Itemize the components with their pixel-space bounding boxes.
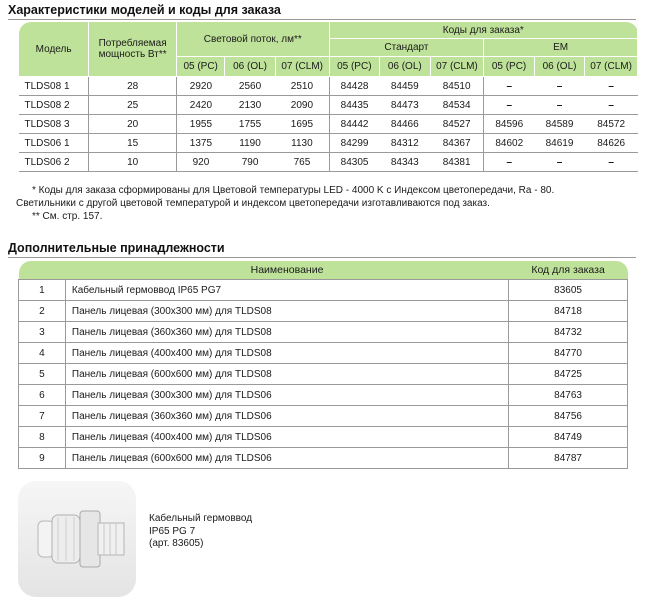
cell-std: 84381 bbox=[430, 153, 484, 172]
cell-std: 84527 bbox=[430, 115, 484, 134]
cell-std: 84459 bbox=[380, 77, 430, 96]
cell-name: Панель лицевая (400x400 мм) для TLDS08 bbox=[65, 343, 508, 364]
cell-power: 15 bbox=[89, 134, 177, 153]
cell-flux: 790 bbox=[225, 153, 275, 172]
cell-std: 84473 bbox=[380, 96, 430, 115]
cell-code: 84770 bbox=[509, 343, 628, 364]
cell-em: – bbox=[585, 77, 638, 96]
cell-std: 84299 bbox=[329, 134, 379, 153]
footnote-1: * Коды для заказа сформированы для Цветовой температуры LED - 4000 K с Индексом цветопередачи, Ra - 80. bbox=[32, 185, 555, 196]
cell-flux: 2920 bbox=[177, 77, 225, 96]
sub-header: 05 (PC) bbox=[484, 57, 534, 77]
cell-name: Кабельный гермоввод IP65 PG7 bbox=[65, 280, 508, 301]
sub-header: 07 (CLM) bbox=[430, 57, 484, 77]
cell-std: 84367 bbox=[430, 134, 484, 153]
cell-flux: 1695 bbox=[275, 115, 329, 134]
accessories-table bbox=[18, 261, 628, 469]
section1-rule bbox=[8, 19, 636, 20]
cell-em: 84619 bbox=[534, 134, 584, 153]
cell-em: 84596 bbox=[484, 115, 534, 134]
caption-line: Кабельный гермоввод bbox=[149, 513, 253, 524]
col-standard-header: Стандарт bbox=[329, 39, 484, 57]
cell-std: 84343 bbox=[380, 153, 430, 172]
sub-header: 07 (CLM) bbox=[275, 57, 329, 77]
accessory-row bbox=[19, 364, 628, 385]
cell-code: 84718 bbox=[509, 301, 628, 322]
accessory-row bbox=[19, 322, 628, 343]
col-name-header: Наименование bbox=[65, 261, 508, 280]
sub-header: 05 (PC) bbox=[329, 57, 379, 77]
sub-header: 05 (PC) bbox=[177, 57, 225, 77]
cell-n: 7 bbox=[19, 406, 66, 427]
cell-em: – bbox=[484, 77, 534, 96]
cell-flux: 1130 bbox=[275, 134, 329, 153]
cell-code: 84756 bbox=[509, 406, 628, 427]
sub-header: 07 (CLM) bbox=[585, 57, 638, 77]
cell-flux: 2560 bbox=[225, 77, 275, 96]
cell-name: Панель лицевая (300x300 мм) для TLDS08 bbox=[65, 301, 508, 322]
cell-std: 84534 bbox=[430, 96, 484, 115]
cell-code: 84749 bbox=[509, 427, 628, 448]
cell-power: 10 bbox=[89, 153, 177, 172]
cable-gland-image bbox=[18, 481, 136, 597]
cell-flux: 1955 bbox=[177, 115, 225, 134]
cell-model: TLDS08 3 bbox=[19, 115, 89, 134]
cell-model: TLDS08 1 bbox=[19, 77, 89, 96]
cell-flux: 1755 bbox=[225, 115, 275, 134]
accessory-row bbox=[19, 385, 628, 406]
cell-n: 3 bbox=[19, 322, 66, 343]
cell-n: 9 bbox=[19, 448, 66, 469]
cell-power: 20 bbox=[89, 115, 177, 134]
accessory-row bbox=[19, 406, 628, 427]
col-model-header: Модель bbox=[19, 22, 89, 77]
cell-model: TLDS06 2 bbox=[19, 153, 89, 172]
cell-em: – bbox=[484, 153, 534, 172]
cell-flux: 2420 bbox=[177, 96, 225, 115]
cell-em: – bbox=[585, 96, 638, 115]
cell-name: Панель лицевая (360x360 мм) для TLDS06 bbox=[65, 406, 508, 427]
model-row bbox=[19, 96, 638, 115]
cell-power: 28 bbox=[89, 77, 177, 96]
caption-line: IP65 PG 7 bbox=[149, 525, 196, 537]
cell-n: 1 bbox=[19, 280, 66, 301]
cable-gland-icon bbox=[18, 481, 136, 597]
section2-rule bbox=[8, 257, 636, 258]
cell-n: 4 bbox=[19, 343, 66, 364]
col-code-header: Код для заказа bbox=[509, 261, 628, 280]
cell-code: 84732 bbox=[509, 322, 628, 343]
cell-std: 84466 bbox=[380, 115, 430, 134]
section2-title: Дополнительные принадлежности bbox=[8, 241, 225, 255]
accessory-row bbox=[19, 280, 628, 301]
cell-std: 84442 bbox=[329, 115, 379, 134]
models-table bbox=[18, 21, 638, 172]
cell-model: TLDS06 1 bbox=[19, 134, 89, 153]
col-power-header: Потребляемая мощность Вт** bbox=[89, 22, 177, 77]
cell-std: 84510 bbox=[430, 77, 484, 96]
sub-header: 06 (OL) bbox=[534, 57, 584, 77]
cell-std: 84305 bbox=[329, 153, 379, 172]
cell-flux: 765 bbox=[275, 153, 329, 172]
cell-std: 84312 bbox=[380, 134, 430, 153]
col-index-header bbox=[19, 261, 66, 280]
model-row bbox=[19, 134, 638, 153]
footnotes bbox=[16, 184, 636, 223]
cell-name: Панель лицевая (300x300 мм) для TLDS06 bbox=[65, 385, 508, 406]
sub-header: 06 (OL) bbox=[380, 57, 430, 77]
cell-n: 5 bbox=[19, 364, 66, 385]
cell-em: 84572 bbox=[585, 115, 638, 134]
cell-n: 6 bbox=[19, 385, 66, 406]
cell-power: 25 bbox=[89, 96, 177, 115]
cell-name: Панель лицевая (400x400 мм) для TLDS06 bbox=[65, 427, 508, 448]
cell-em: – bbox=[484, 96, 534, 115]
cell-flux: 2510 bbox=[275, 77, 329, 96]
cell-name: Панель лицевая (600x600 мм) для TLDS06 bbox=[65, 448, 508, 469]
footnote-2: ** См. стр. 157. bbox=[32, 211, 103, 222]
cell-flux: 920 bbox=[177, 153, 225, 172]
col-em-header: EM bbox=[484, 39, 638, 57]
cell-flux: 2130 bbox=[225, 96, 275, 115]
cell-n: 8 bbox=[19, 427, 66, 448]
cell-code: 84763 bbox=[509, 385, 628, 406]
model-row bbox=[19, 115, 638, 134]
accessory-row bbox=[19, 427, 628, 448]
caption-line: (арт. 83605) bbox=[149, 538, 204, 549]
cell-code: 83605 bbox=[509, 280, 628, 301]
cell-name: Панель лицевая (600x600 мм) для TLDS08 bbox=[65, 364, 508, 385]
cell-em: – bbox=[534, 96, 584, 115]
cell-model: TLDS08 2 bbox=[19, 96, 89, 115]
cell-flux: 2090 bbox=[275, 96, 329, 115]
col-flux-header: Световой поток, лм** bbox=[177, 22, 330, 57]
accessory-row bbox=[19, 448, 628, 469]
cell-std: 84428 bbox=[329, 77, 379, 96]
cell-std: 84435 bbox=[329, 96, 379, 115]
model-row bbox=[19, 77, 638, 96]
accessory-row bbox=[19, 301, 628, 322]
cell-n: 2 bbox=[19, 301, 66, 322]
cell-em: 84626 bbox=[585, 134, 638, 153]
cell-flux: 1375 bbox=[177, 134, 225, 153]
accessory-row bbox=[19, 343, 628, 364]
col-codes-header: Коды для заказа* bbox=[329, 22, 637, 39]
model-row bbox=[19, 153, 638, 172]
cell-code: 84787 bbox=[509, 448, 628, 469]
cell-em: – bbox=[534, 153, 584, 172]
footnote-1-cont: Светильники с другой цветовой температурой и индексом цветопередачи изготавливаются под заказ. bbox=[16, 198, 490, 209]
product-caption bbox=[149, 513, 252, 551]
section1-title: Характеристики моделей и коды для заказа bbox=[8, 3, 281, 17]
cell-flux: 1190 bbox=[225, 134, 275, 153]
cell-name: Панель лицевая (360x360 мм) для TLDS08 bbox=[65, 322, 508, 343]
cell-em: 84589 bbox=[534, 115, 584, 134]
sub-header: 06 (OL) bbox=[225, 57, 275, 77]
cell-em: – bbox=[585, 153, 638, 172]
cell-code: 84725 bbox=[509, 364, 628, 385]
cell-em: – bbox=[534, 77, 584, 96]
cell-em: 84602 bbox=[484, 134, 534, 153]
